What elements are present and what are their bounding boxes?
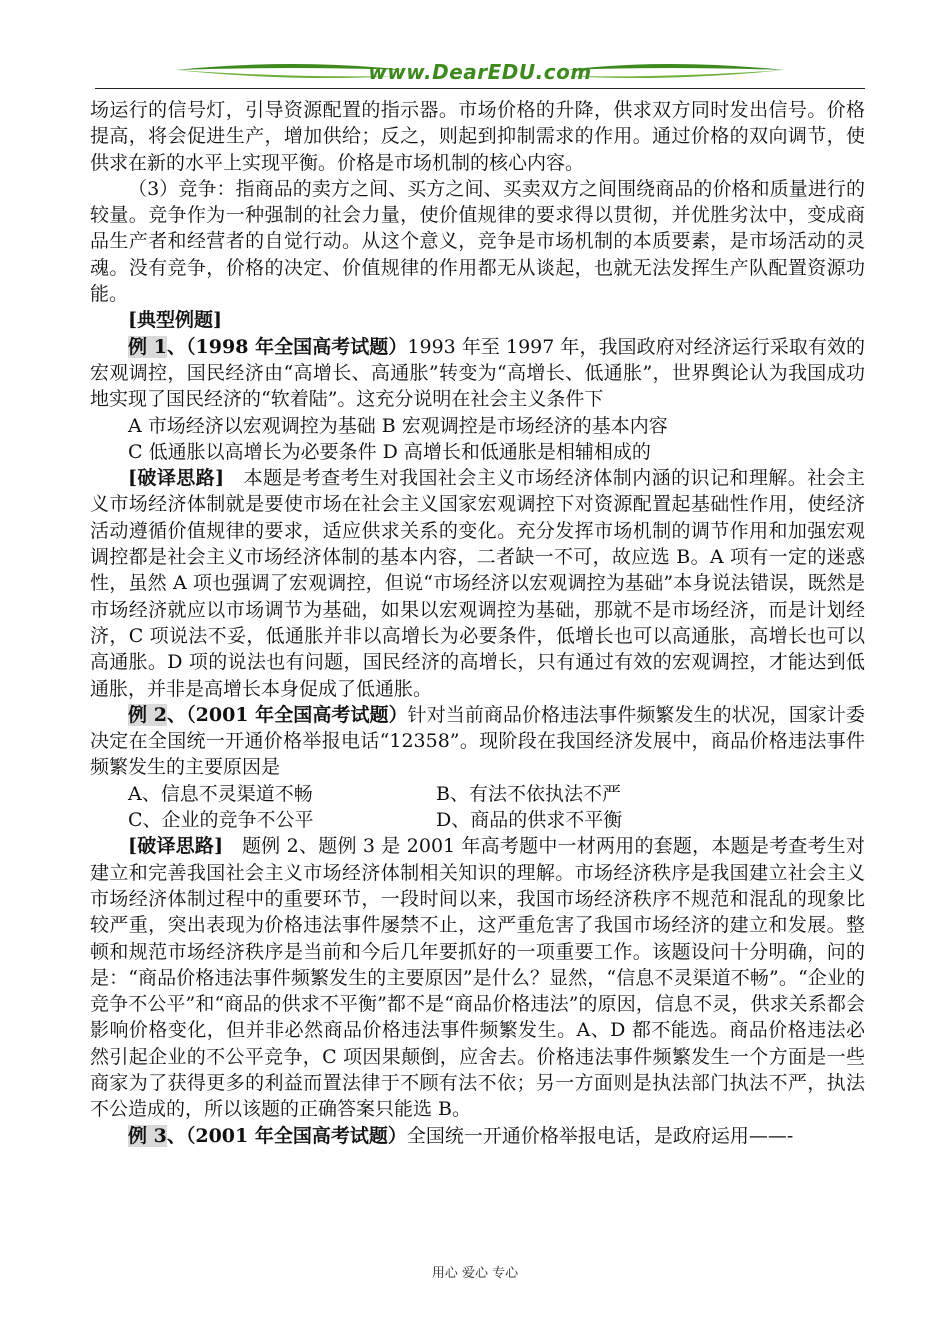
example-source: 、（2001 年全国高考试题） (166, 703, 408, 726)
section-heading: [典型例题] (128, 309, 222, 332)
example-2 (90, 702, 865, 781)
option-c: C、企业的竞争不公平 (128, 809, 314, 832)
example-source: 、（2001 年全国高考试题） (166, 1124, 407, 1147)
analysis-paragraph (90, 833, 865, 1122)
example-source: 、（1998 年全国高考试题） (166, 335, 408, 358)
option-row (90, 807, 865, 833)
analysis-text: 题例 2、题例 3 是 2001 年高考题中一材两用的套题，本题是考查考生对建立和完善我国社会主义市场经济体制相关知识的理解。市场经济秩序是我国建立社会主义市场经济体制过程中的重要环节，一段时间以来，我国市场经济秩序不规范和混乱的现象比较严重，突出表现为价格违法事件屡禁不止，这严重危害了我国市场经济的建立和发展。整顿和规范市场经济秩序是当前和今后几年要抓好的一项重要工作。该题设问十分明确，问的是：“商品价格违法事件频繁发生的主要原因”是什么？显然，“信息不灵渠道不畅”。“企业的竞争不公平”和“商品的供求不平衡”都不是“商品价格违法”的原因，信息不灵，供求关系都会影响价格变化，但并非必然商品价格违法事件频繁发生。A、D 都不能选。商品价格违法必然引起企业的不公平竞争，C 项因果颠倒，应舍去。价格违法事件频繁发生一个方面是一些商家为了获得更多的利益而置法律于不顾有法不依；另一方面则是执法部门执法不严，执法不公造成的，所以该题的正确答案只能选 B。 (90, 835, 865, 1121)
example-label: 例 2 (128, 703, 167, 726)
option-d: D、商品的供求不平衡 (436, 809, 623, 832)
analysis-label: [破译思路] (128, 467, 225, 490)
analysis-label: [破译思路] (128, 835, 224, 858)
example-text: 全国统一开通价格举报电话，是政府运用——- (406, 1124, 794, 1147)
example-3 (90, 1123, 865, 1149)
document-body (90, 97, 865, 1149)
analysis-paragraph (90, 465, 865, 702)
header-divider (95, 88, 865, 89)
example-label: 例 1 (128, 335, 167, 358)
option-b: B、有法不依执法不严 (436, 782, 621, 805)
example-1 (90, 334, 865, 413)
example-text: 1993 年至 1997 年，我国政府对经济运行采取有效的宏观调控，国民经济由“高增长、高通胀”转变为“高增长、低通胀”，世界舆论认为我国成功地实现了国民经济的“软着陆”。这充分说明在社会主义条件下 (90, 335, 865, 411)
option-a: A、信息不灵渠道不畅 (128, 782, 313, 805)
page-header (95, 56, 865, 90)
site-logo-text: www.DearEDU.com (368, 60, 592, 84)
paragraph: 场运行的信号灯，引导资源配置的指示器。市场价格的升降，供求双方同时发出信号。价格提高，将会促进生产，增加供给；反之，则起到抑制需求的作用。通过价格的双向调节，使供求在新的水平上实现平衡。价格是市场机制的核心内容。 (90, 99, 865, 174)
example-label: 例 3 (128, 1124, 167, 1147)
analysis-text: 本题是考查考生对我国社会主义市场经济体制内涵的识记和理解。社会主义市场经济体制就是要使市场在社会主义国家宏观调控下对资源配置起基础性作用，使经济活动遵循价值规律的要求，适应供求关系的变化。充分发挥市场机制的调节作用和加强宏观调控都是社会主义市场经济体制的基本内容，二者缺一不可，故应选 B。A 项有一定的迷惑性，虽然 A 项也强调了宏观调控，但说“市场经济以宏观调控为基础”本身说法错误，既然是市场经济就应以市场调节为基础，如果以宏观调控为基础，那就不是市场经济，而是计划经济，C 项说法不妥，低通胀并非以高增长为必要条件，低增长也可以高通胀，高增长也可以高通胀。D 项的说法也有问题，国民经济的高增长，只有通过有效的宏观调控，才能达到低通胀，并非是高增长本身促成了低通胀。 (90, 467, 865, 700)
page-footer: 用心 爱心 专心 (431, 1266, 519, 1281)
example-text: 针对当前商品价格违法事件频繁发生的状况，国家计委决定在全国统一开通价格举报电话“12358”。现阶段在我国经济发展中，商品价格违法事件频繁发生的主要原因是 (90, 703, 865, 779)
paragraph: （3）竞争：指商品的卖方之间、买方之间、买卖双方之间围绕商品的价格和质量进行的较量。竞争作为一种强制的社会力量，使价值规律的要求得以贯彻，并优胜劣汰中，变成商品生产者和经营者的自觉行动。从这个意义，竞争是市场机制的本质要素，是市场活动的灵魂。没有竞争，价格的决定、价值规律的作用都无从谈起，也就无法发挥生产队配置资源功能。 (90, 177, 865, 306)
option-row (90, 781, 865, 807)
option-line: C 低通胀以高增长为必要条件 D 高增长和低通胀是相辅相成的 (128, 440, 651, 463)
option-line: A 市场经济以宏观调控为基础 B 宏观调控是市场经济的基本内容 (128, 414, 668, 437)
